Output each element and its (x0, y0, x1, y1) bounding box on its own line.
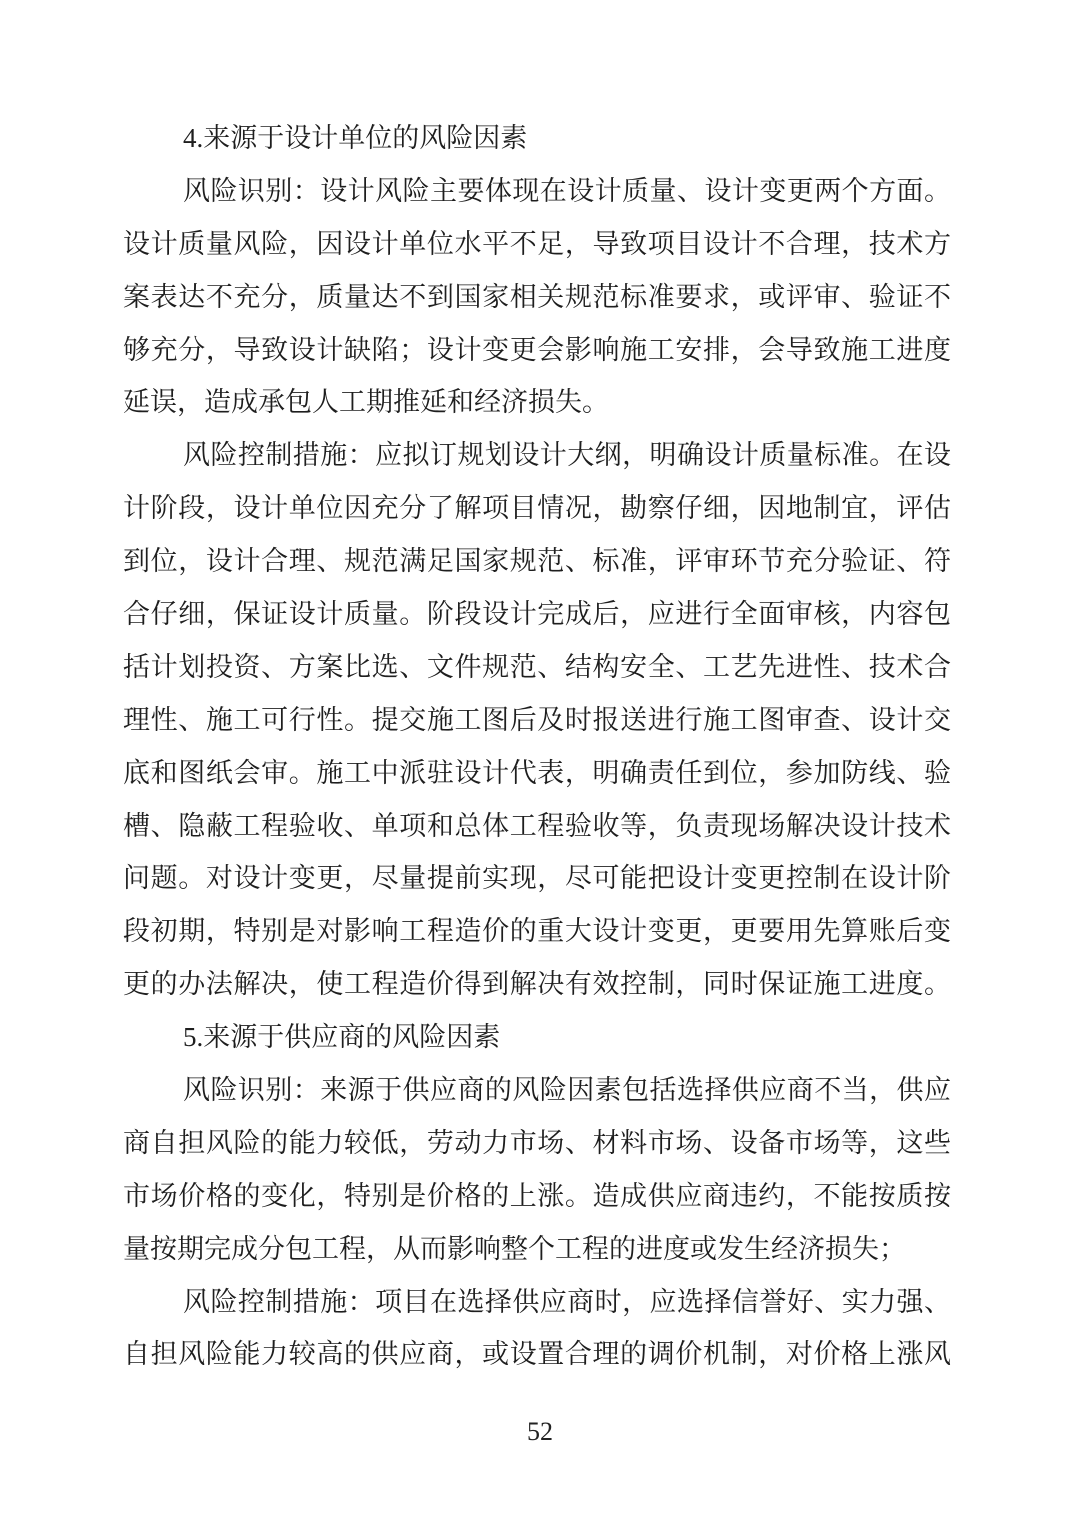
page-body (123, 112, 951, 1381)
text-line: 够充分，导致设计缺陷；设计变更会影响施工安排，会导致施工进度 (123, 334, 951, 365)
text-line: 问题。对设计变更，尽量提前实现，尽可能把设计变更控制在设计阶 (123, 863, 951, 894)
text-line: 计阶段，设计单位因充分了解项目情况，勘察仔细，因地制宜，评估 (123, 493, 951, 524)
text-line: 底和图纸会审。施工中派驻设计代表，明确责任到位，参加防线、验 (123, 757, 951, 788)
page-footer (0, 1412, 1080, 1452)
text-line: 到位，设计合理、规范满足国家规范、标准，评审环节充分验证、符 (123, 546, 951, 577)
text-line: 市场价格的变化，特别是价格的上涨。造成供应商违约，不能按质按 (123, 1180, 951, 1211)
text-line: 设计质量风险，因设计单位水平不足，导致项目设计不合理，技术方 (123, 228, 951, 259)
text-line: 量按期完成分包工程，从而影响整个工程的进度或发生经济损失； (123, 1233, 906, 1264)
text-line: 案表达不充分，质量达不到国家相关规范标准要求，或评审、验证不 (123, 281, 951, 312)
section-heading-4: 4.来源于设计单位的风险因素 (183, 123, 528, 153)
text-line: 槽、隐蔽工程验收、单项和总体工程验收等，负责现场解决设计技术 (123, 810, 951, 841)
text-line: 风险识别：来源于供应商的风险因素包括选择供应商不当，供应 (183, 1075, 951, 1106)
text-line: 段初期，特别是对影响工程造价的重大设计变更，更要用先算账后变 (123, 916, 951, 947)
text-line: 商自担风险的能力较低，劳动力市场、材料市场、设备市场等，这些 (123, 1127, 951, 1158)
text-line: 更的办法解决，使工程造价得到解决有效控制，同时保证施工进度。 (123, 969, 951, 1000)
text-line: 延误，造成承包人工期推延和经济损失。 (123, 387, 609, 418)
text-line: 括计划投资、方案比选、文件规范、结构安全、工艺先进性、技术合 (123, 651, 951, 682)
text-line: 风险识别：设计风险主要体现在设计质量、设计变更两个方面。 (183, 175, 951, 206)
text-line: 合仔细，保证设计质量。阶段设计完成后，应进行全面审核，内容包 (123, 599, 951, 630)
text-line: 风险控制措施：项目在选择供应商时，应选择信誉好、实力强、 (183, 1286, 951, 1317)
text-line: 风险控制措施：应拟订规划设计大纲，明确设计质量标准。在设 (183, 440, 951, 471)
text-line: 自担风险能力较高的供应商，或设置合理的调价机制，对价格上涨风 (123, 1339, 951, 1370)
page-number: 52 (527, 1417, 553, 1446)
section-heading-5: 5.来源于供应商的风险因素 (183, 1022, 501, 1053)
text-line: 理性、施工可行性。提交施工图后及时报送进行施工图审查、设计交 (123, 704, 951, 735)
